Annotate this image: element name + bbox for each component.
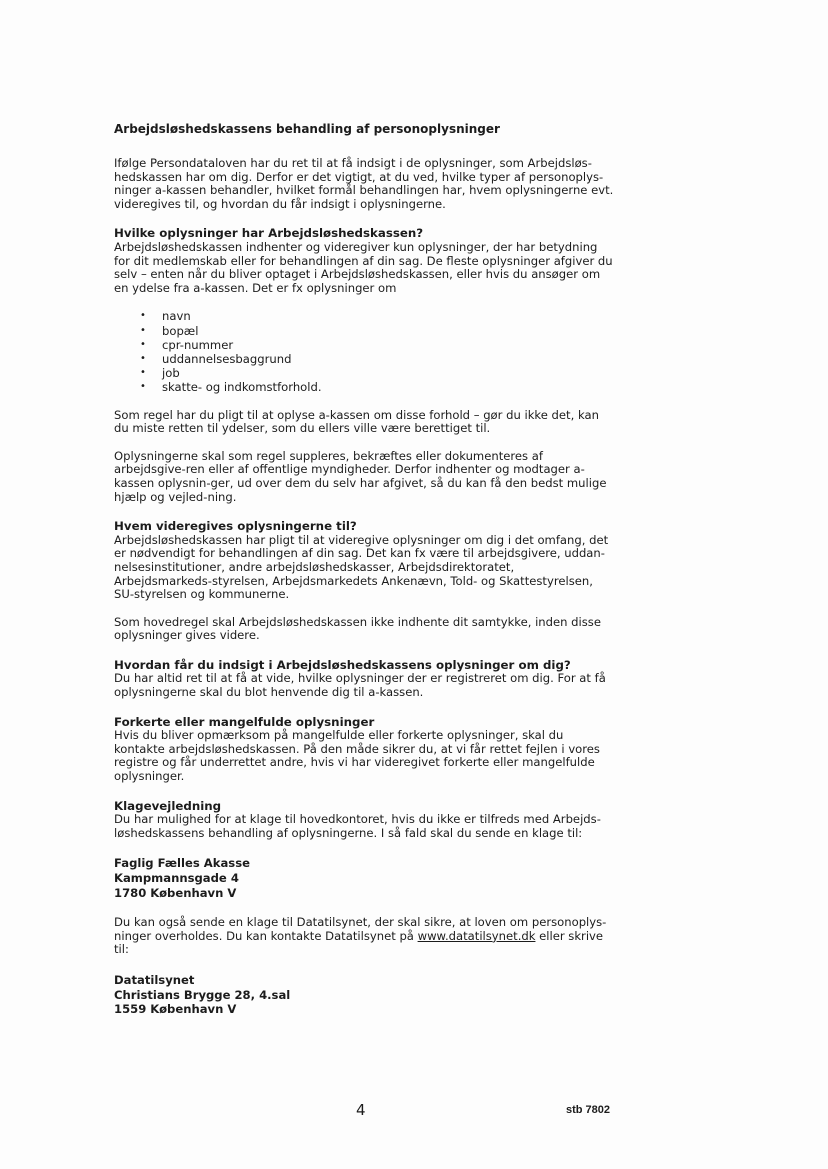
page-number: 4: [356, 1101, 366, 1119]
list-item: • job: [114, 366, 614, 380]
section-body-klagevejledning: Du har mulighed for at klage til hovedkontoret, hvis du ikke er tilfreds med Arbejds-løshedskassens behandling af oplysningerne. I så fald skal du sende en klage til:: [114, 812, 601, 840]
pligt-paragraph: Som regel har du pligt til at oplyse a-kassen om disse forhold – gør du ikke det, kan du miste retten til ydelser, som du ellers ville være berettiget til.: [114, 407, 599, 436]
address-line: Kampmannsgade 4: [114, 871, 239, 885]
spacer: [114, 957, 614, 973]
spacer: [114, 602, 614, 616]
section-heading-videregives: Hvem videregives oplysningerne til?: [114, 519, 357, 534]
datatilsynet-paragraph: [114, 916, 614, 957]
datatilsynet-text-before: Du kan også sende en klage til Datatilsynet, der skal sikre, at loven om personoplys-ninger overholdes. Du kan kontakte Datatilsynet på: [114, 915, 607, 943]
address-line: 1780 København V: [114, 885, 237, 900]
list-item: • uddannelsesbaggrund: [114, 352, 614, 366]
spacer: [114, 900, 614, 916]
address-datatilsynet: [114, 973, 614, 1017]
list-item: • cpr-nummer: [114, 338, 614, 352]
spacer: [114, 211, 614, 227]
spacer: [114, 840, 614, 856]
section-heading-indsigt: Hvordan får du indsigt i Arbejdsløshedskassens oplysninger om dig?: [114, 657, 571, 672]
list-item: • bopæl: [114, 324, 614, 338]
spacer: [114, 643, 614, 659]
datatilsynet-link[interactable]: www.datatilsynet.dk: [417, 928, 536, 943]
section-body-forkerte: Hvis du bliver opmærksom på mangelfulde eller forkerte oplysninger, skal du kontakte arbejdsløshedskassen. På den måde sikrer du, at vi får rettet fejlen i vores registre og får underrettet andre, hvis vi har videregivet forkerte eller mangelfulde oplysninger.: [114, 728, 600, 784]
address-akasse: [114, 856, 614, 900]
section-body-indsigt: Du har altid ret til at få at vide, hvilke oplysninger der er registreret om dig. For at få oplysningerne skal du blot henvende dig til a-kassen.: [114, 671, 606, 700]
document-content: [114, 122, 614, 1017]
list-item: • navn: [114, 309, 614, 323]
section-heading-forkerte: Forkerte eller mangelfulde oplysninger: [114, 714, 375, 729]
samtykke-paragraph: Som hovedregel skal Arbejdsløshedskassen ikke indhente dit samtykke, inden disse oplysninger gives videre.: [114, 614, 601, 643]
intro-paragraph: Ifølge Persondataloven har du ret til at få indsigt i de oplysninger, som Arbejdsløs-hedskassen har om dig. Derfor er det vigtigt, at du ved, hvilke typer af personoplys-ninger a-kassen behandler, hvilket formål behandlingen har, hvem oplysningerne evt. videregives til, og hvordan du får indsigt i oplysningerne.: [114, 156, 614, 211]
spacer: [114, 436, 614, 450]
document-title: Arbejdsløshedskassens behandling af personoplysninger: [114, 122, 500, 136]
list-item: • skatte- og indkomstforhold.: [114, 380, 614, 394]
section-heading-klagevejledning: Klagevejledning: [114, 798, 222, 813]
section-body-videregives: Arbejdsløshedskassen har pligt til at videregive oplysninger om dig i det omfang, det er nødvendigt for behandlingen af din sag. Det kan fx være til arbejdsgivere, uddan-nelsesinstitutioner, andre arbejdsløshedskasser, Arbejdsdirektoratet, Arbejdsmarkeds-styrelsen, Arbejdsmarkedets Ankenævn, Told- og Skattestyrelsen, SU-styrelsen og kommunerne.: [114, 532, 609, 602]
section-body-oplysninger: Arbejdsløshedskassen indhenter og videregiver kun oplysninger, der har betydning for dit medlemskab eller for behandlingen af din sag. De fleste oplysninger afgiver du selv – enten når du bliver optaget i Arbejdsløshedskassen, eller hvis du ansøger om en ydelse fra a-kassen. Det er fx oplysninger om: [114, 239, 613, 295]
section-heading-oplysninger: Hvilke oplysninger har Arbejdsløshedskassen?: [114, 226, 424, 241]
info-list: [114, 309, 614, 394]
spacer: [114, 784, 614, 800]
datatilsynet-text-after: eller skrive til:: [114, 928, 604, 957]
suppleres-paragraph: Oplysningerne skal som regel suppleres, bekræftes eller dokumenteres af arbejdsgive-ren eller af offentlige myndigheder. Derfor indhenter og modtager a-kassen oplysnin-ger, ud over dem du selv har afgivet, så du kan få den bedst mulige hjælp og vejled-ning.: [114, 448, 607, 504]
spacer: [114, 700, 614, 716]
address-line: 1559 København V: [114, 1002, 237, 1017]
address-line: Christians Brygge 28, 4.sal: [114, 987, 291, 1002]
address-line: Faglig Fælles Akasse: [114, 856, 250, 871]
spacer: [114, 504, 614, 520]
address-line: Datatilsynet: [114, 972, 195, 987]
form-code: stb 7802: [566, 1104, 611, 1116]
